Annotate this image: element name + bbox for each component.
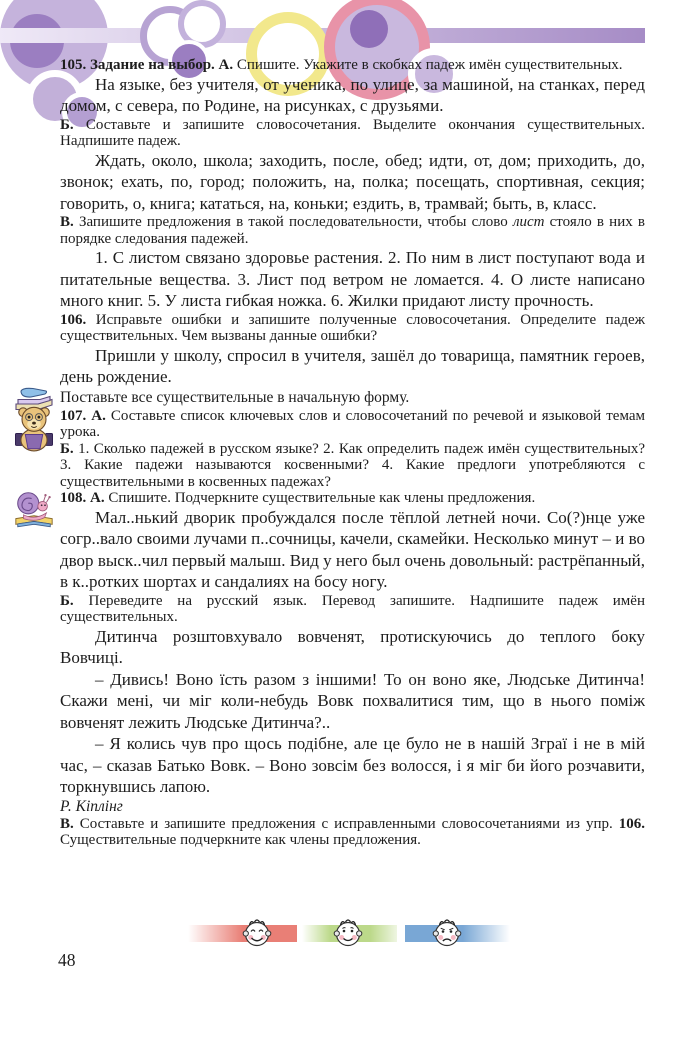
text-run: Б. — [60, 592, 89, 609]
text-run: Ждать, около, школа; заходить, после, обед; идти, от, дом; приходить, до, звонок; ехать, по, город; положить, на, полка; посещать, спортивная, секция; говорить, о, книга; кататься, на, коньки; ездить, в, трамвай; быть, в, класс. — [60, 150, 645, 213]
text-run: В. — [60, 815, 80, 832]
sad-face-icon — [432, 917, 462, 949]
text-run: Переведите на русский язык. Перевод запишите. Надпишите падеж имён существительных. — [60, 592, 645, 625]
exercise-105-task-v — [60, 214, 645, 247]
exercise-108-task-v — [60, 816, 645, 849]
text-run: Поставьте все существительные в начальную форму. — [60, 388, 410, 406]
exercise-107-task-b — [60, 441, 645, 491]
exercise-108-task-b — [60, 593, 645, 626]
text-run: На языке, без учителя, от ученика, по улице, за машиной, на станках, перед домом, с севера, по Родине, на рисунках, с друзьями. — [60, 74, 645, 115]
exercise-108-ukrainian-1 — [60, 626, 645, 669]
text-run: Составьте и запишите словосочетания. Выделите окончания существительных. Надпишите падеж. — [60, 116, 645, 149]
exercise-105-word-list — [60, 150, 645, 215]
text-run: Составьте и запишите предложения с исправленными словосочетаниями из упр. — [79, 815, 619, 832]
text-run: – Дивись! Воно їсть разом з іншими! То он воно яке, Людське Дитинча! Скажи мені, чи міг коли-небудь Вовк похвалитися тим, що в нього поміж вовченят лежить Людське Дитинча?.. — [60, 669, 645, 732]
text-run: Мал..нький дворик пробуждался после тёплой летней ночи. Со(?)нце уже согр..вало своими лучами п..сочницы, качели, скамейки. Несколько минут – и во двор выск..чил первый малыш. Вид у него был очень довольный: растрёпанный, в к..ротких шортах и сандалиях на босу ногу. — [60, 507, 645, 591]
text-run: В. — [60, 214, 79, 230]
exercise-106-phrases — [60, 345, 645, 388]
smiling-face-icon — [333, 917, 363, 949]
text-run: – Я колись чув про щось подібне, але це було не в нашій Зграї і не в мій час, – сказав Батько Вовк. – Воно зовсім без волосся, і я міг би його розчавити, торкнувшись лапою. — [60, 734, 645, 796]
exercise-108-text — [60, 507, 645, 593]
text-run: 108. А. — [60, 490, 109, 506]
text-run: 106. — [60, 311, 96, 328]
text-run: 105. Задание на выбор. А. — [60, 57, 237, 73]
text-run: Б. — [60, 116, 86, 133]
text-run: Составьте список ключевых слов и словосочетаний по речевой и языковой темам урока. — [60, 407, 645, 440]
page-number: 48 — [58, 950, 76, 970]
mood-bar-smiling — [302, 925, 397, 942]
exercise-108-ukrainian-2 — [60, 669, 645, 734]
deco-circle-pink-inner — [350, 10, 388, 48]
text-run: Пришли у школу, спросил в учителя, зашёл до товарища, памятник героев, день рождение. — [60, 345, 645, 386]
exercise-108-ukrainian-3 — [60, 733, 645, 798]
text-run: Существительные подчеркните как члены предложения. — [60, 832, 421, 848]
exercise-107-task-a — [60, 408, 645, 441]
snail-mascot-icon — [12, 486, 56, 534]
text-run: Спишите. Подчеркните существительные как члены предложения. — [108, 490, 536, 506]
text-run: Р. Кіплінг — [60, 797, 123, 815]
mood-bar-sad — [405, 925, 510, 942]
text-run: Спишите. Укажите в скобках падеж имён существительных. — [236, 57, 623, 73]
exercise-108-task-a — [60, 490, 645, 507]
bear-mascot-icon — [12, 404, 56, 452]
text-run: Запишите предложения в такой последовательности, чтобы слово — [78, 214, 513, 230]
text-run: 1. Сколько падежей в русском языке? 2. Как определить падеж имён существительных? 3. Какие падежи называются косвенными? 4. Какие предлоги употребляются с существительными в косвенных падежах? — [60, 440, 645, 490]
text-run: 107. А. — [60, 407, 111, 424]
mood-bar-happy — [188, 925, 297, 942]
text-run: лист — [512, 214, 545, 230]
text-run: Б. — [60, 440, 79, 457]
text-run: стояло в них в порядке следования падежей. — [60, 214, 645, 247]
extra-task — [60, 388, 645, 408]
page-content — [0, 57, 700, 849]
text-run: Исправьте ошибки и запишите полученные словосочетания. Определите падеж существительных. Чем вызваны данные ошибки? — [60, 311, 646, 344]
exercise-105-sentences — [60, 247, 645, 312]
text-run: 1. С листом связано здоровье растения. 2. По ним в лист поступают вода и питательные вещества. 3. Лист под ветром не ломается. 4. О листе написано много книг. 5. У листа гибкая ножка. 6. Жилки придают листу прочность. — [60, 248, 645, 310]
exercise-105-task-b — [60, 117, 645, 150]
text-run: 106. — [618, 815, 645, 832]
text-run: Дитинча розштовхувало вовченят, протискуючись до теплого боку Вовчиці. — [60, 626, 645, 667]
exercise-105-words — [60, 74, 645, 117]
author-attribution — [60, 798, 645, 816]
mood-strip — [188, 925, 510, 942]
exercise-105-task-a — [60, 57, 645, 74]
exercise-106-task — [60, 312, 645, 345]
happy-face-icon — [242, 917, 272, 949]
